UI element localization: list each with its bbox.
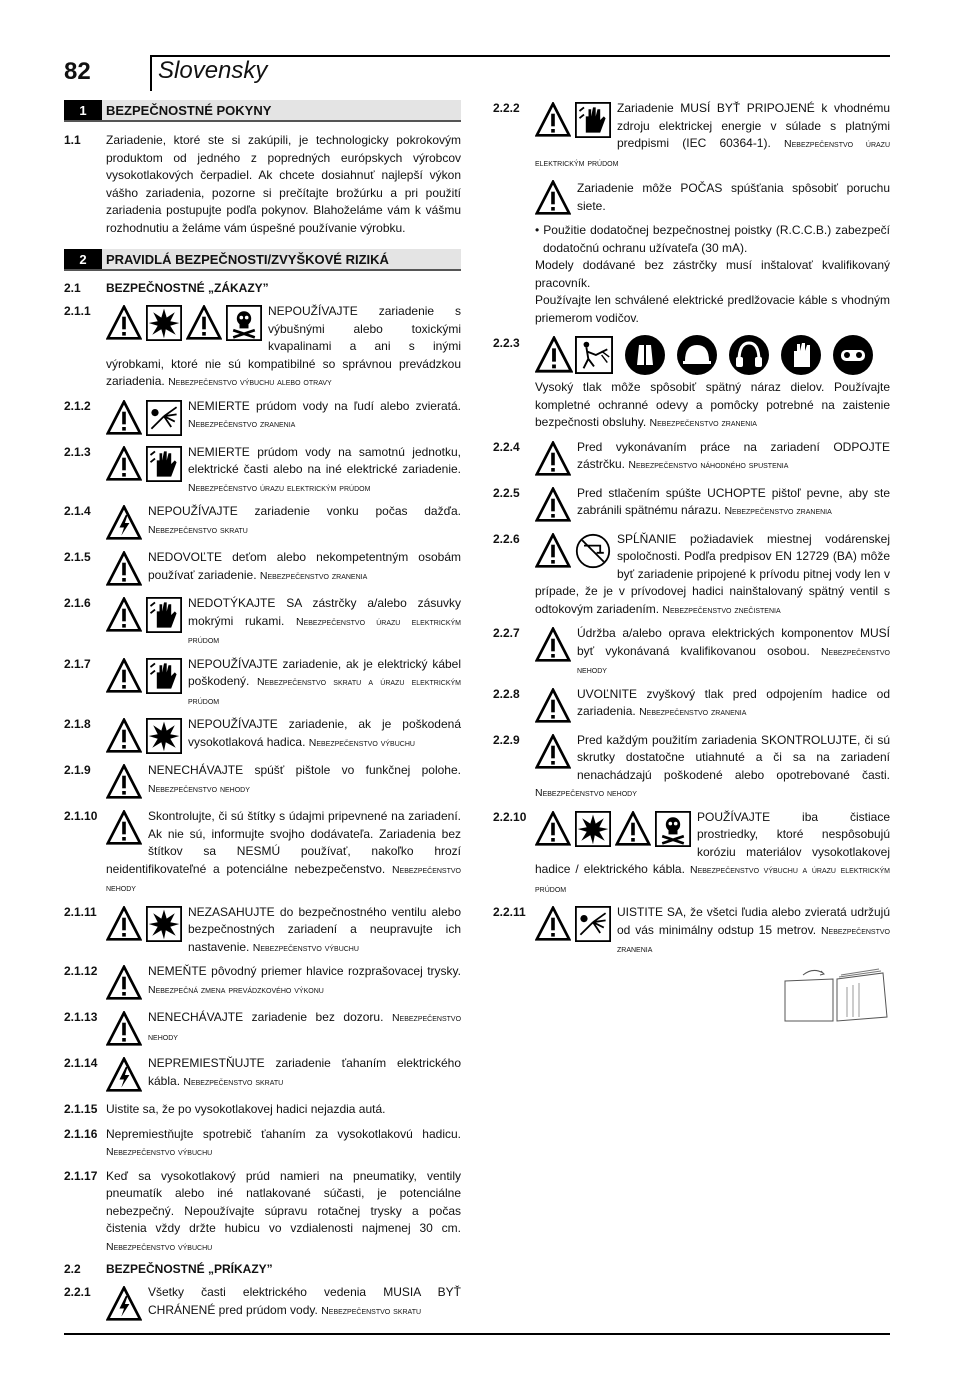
warning-icons [106, 810, 142, 846]
hazard-label: Nebezpečenstvo zranenia [649, 417, 757, 429]
section-number: 2 [64, 249, 102, 269]
warning-icon [186, 305, 222, 341]
protective-suit-icon [625, 335, 665, 375]
hazard-label: Nebezpečenstvo zranenia [617, 924, 890, 955]
open-book-icon [783, 967, 890, 1026]
warning-icons [106, 718, 182, 754]
item-text: Uistite sa, že po vysokotlakovej hadici nejazdia autá. [106, 1102, 386, 1116]
section-title: PRAVIDLÁ BEZPEČNOSTI/ZVYŠKOVÉ RIZIKÁ [102, 249, 461, 269]
toxic-icon [655, 811, 691, 847]
item-text: Vysoký tlak môže spôsobiť spätný náraz dielov. Používajte kompletné ochranné odevy a pomôcky potrebné na zaistenie bezpečnosti obsluhy. [535, 380, 890, 429]
wet-hand-icon [146, 446, 182, 482]
item-number: 1.1 [64, 133, 81, 147]
item-2-1-11 [64, 904, 461, 958]
item-text: Zariadenie, ktoré ste si zakúpili, je technologicky pokrokovým produktom od jedného z popredných európskych výrobcov vysokotlakových čerpadiel. Ak chcete dosiahnuť najlepší výkon vášho zariadenia, pozorne si prečítajte brožúrku a pri použití zariadenia postupujte podľa pokynov. Blahoželáme vám k vášmu rozhodnutiu a želáme vám úspešné používanie výrobku. [106, 133, 461, 235]
item-number: 2.1.9 [64, 763, 91, 777]
item-2-1-7 [64, 656, 461, 711]
hazard-label: Nebezpečenstvo výbuchu [106, 1146, 213, 1158]
item-2-2-8 [493, 686, 890, 726]
item-number: 2.1.7 [64, 656, 91, 671]
item-text: Pred stlačením spúšte UCHOPTE pištoľ pevne, aby ste zabránili spätnému nárazu. [577, 485, 890, 517]
warning-icon [106, 1011, 142, 1047]
explosion-icon [575, 811, 611, 847]
item-text: NEMIERTE prúdom vody na ľudí alebo zvieratá. [188, 398, 461, 413]
item-number: 2.2.9 [493, 732, 520, 747]
gloves-icon [781, 335, 821, 375]
warning-icon [535, 336, 573, 374]
warning-icons [106, 1011, 142, 1047]
ppe-icons [535, 335, 890, 375]
item-2-1-16 [64, 1126, 461, 1162]
warning-icon [535, 533, 571, 569]
item-2-1-13 [64, 1009, 461, 1049]
warning-icons [535, 441, 571, 477]
warning-icons [535, 627, 571, 663]
item-text: Údržba a/alebo oprava elektrických komponentov MUSÍ byť vykonávaná kvalifikovanou osobou. [577, 626, 890, 658]
item-2-2-3 [493, 335, 890, 433]
item-text: NEPOUŽÍVAJTE zariadenie s výbušnými alebo toxickými kvapalinami a ani s inými výrobkami, ktoré nie sú kompatibilné so správnou prevádzkou zariadenia. [106, 304, 461, 388]
water-tap-icon [575, 533, 611, 569]
warning-icon [106, 718, 142, 754]
warning-icon [106, 658, 142, 694]
hazard-label: Nebezpečenstvo zranenia [724, 505, 832, 517]
warning-icon [535, 180, 571, 216]
warning-icon [535, 906, 571, 942]
item-2-2-4 [493, 439, 890, 479]
item-number: 2.1.10 [64, 809, 98, 823]
paragraph-text: Používajte len schválené elektrické predlžovacie káble s vhodným priemerom vodičov. [535, 293, 890, 325]
right-item-list [493, 439, 890, 959]
item-text: POUŽÍVAJTE iba čistiace prostriedky, ktoré nespôsobujú koróziu materiálov vysokotlakovej hadice / elektrického kábla. [535, 809, 890, 876]
item-number: 2.1.15 [64, 1102, 98, 1116]
section-title: BEZPEČNOSTNÉ POKYNY [102, 100, 461, 120]
hazard-label: Nebezpečná zmena prevádzkového výkonu [148, 983, 324, 996]
item-text: NEDOTÝKAJTE SA zástrčky a/alebo zásuvky mokrými rukami. [188, 596, 461, 628]
item-text: NEPOUŽÍVAJTE zariadenie, ak je poškodená vysokotlaková hadica. [188, 717, 461, 749]
item-number: 2.1.1 [64, 304, 91, 318]
item-text: Všetky časti elektrického vedenia MUSIA BYŤ CHRÁNENÉ pred prúdom vody. [148, 1285, 461, 1317]
warning-icon [106, 906, 142, 942]
hazard-label: Nebezpečenstvo nehody [535, 787, 637, 799]
warning-icon [535, 487, 571, 523]
warning-icon [615, 811, 651, 847]
hazard-label: Nebezpečenstvo zranenia [188, 418, 296, 430]
item-number: 2.1.11 [64, 904, 97, 919]
item-number: 2.1.12 [64, 964, 98, 978]
warning-icons [535, 734, 571, 770]
item-2-1-15 [64, 1101, 461, 1120]
warning-icons [535, 688, 571, 724]
item-text: Keď sa vysokotlakový prúd namieri na pneumatiky, ventily pneumatík alebo iné natlakované súčasti, je potenciálne nebezpečný. Nepoužívajte súpravu rotačnej trysky a počas čistenia vždy držte hubicu vo vzdialenosti najmenej 30 cm. [106, 1168, 461, 1235]
item-number: 2.2.10 [493, 809, 527, 824]
item-2-2-5 [493, 485, 890, 525]
subsection-title: BEZPEČNOSTNÉ „ZÁKAZY” [106, 281, 269, 295]
item-2-1-12 [64, 963, 461, 1003]
item-number: 2.2.1 [64, 1285, 91, 1299]
item-2-2-2 [493, 100, 890, 172]
subsection-number: 2.1 [64, 281, 81, 295]
warning-icon [106, 400, 142, 436]
item-2-1-1 [64, 303, 461, 392]
warning-icons [535, 906, 611, 942]
item-text: NEMEŇTE pôvodný priemer hlavice rozprašovacej trysky. [148, 964, 461, 978]
warning-icon [535, 102, 571, 138]
item-2-1-8 [64, 716, 461, 756]
helmet-icon [677, 335, 717, 375]
spray-person-icon [575, 906, 611, 942]
warning-icons [535, 487, 571, 523]
item-2-2-6 [493, 531, 890, 620]
item-2-1-3 [64, 444, 461, 498]
wet-hand-icon [575, 102, 611, 138]
warning-icon [106, 446, 142, 482]
item-2-2-11 [493, 904, 890, 959]
item-number: 2.1.8 [64, 717, 91, 731]
hazard-label: Nebezpečenstvo skratu [183, 1075, 284, 1088]
item-2-1-5 [64, 549, 461, 589]
item-text: NEPREMIESTŇUJTE zariadenie ťahaním elektrického kábla. [148, 1056, 461, 1088]
item-number: 2.1.14 [64, 1056, 98, 1070]
item-number: 2.2.3 [493, 336, 520, 350]
warning-icons [106, 658, 182, 694]
warning-icon [106, 764, 142, 800]
item-2-2-9 [493, 732, 890, 803]
warning-icons [106, 446, 182, 482]
item-number: 2.1.5 [64, 550, 91, 564]
warning-icons [535, 102, 611, 138]
item-text: NENECHÁVAJTE spúšť pištole vo funkčnej polohe. [148, 763, 461, 777]
subsection-number: 2.2 [64, 1262, 81, 1276]
language-title: Slovensky [158, 57, 268, 84]
item-number: 2.1.17 [64, 1168, 98, 1183]
section-number: 1 [64, 100, 102, 120]
item-text: UVOĽNITE zvyškový tlak pred odpojením hadice od zariadenia. [577, 686, 890, 718]
electric-warning-icon [106, 1286, 142, 1322]
warning-icons [535, 533, 611, 569]
item-number: 2.2.5 [493, 485, 520, 500]
item-1-1 [64, 132, 461, 237]
hazard-label: Nebezpečenstvo nehody [148, 782, 250, 795]
warning-icons [535, 811, 691, 847]
hazard-label: Nebezpečenstvo nehody [148, 1012, 462, 1043]
item-text: NEMIERTE prúdom vody na samotnú jednotku, elektrické časti alebo na iné elektrické zariadenie. [188, 444, 461, 476]
hazard-label: Nebezpečenstvo náhodného spustenia [628, 459, 789, 471]
hazard-label: Nebezpečenstvo výbuchu alebo otravy [168, 376, 332, 388]
item-number: 2.2.4 [493, 439, 520, 454]
warning-icon [535, 734, 571, 770]
hazard-label: Nebezpečenstvo nehody [106, 863, 461, 894]
warning-icons [106, 305, 262, 341]
warning-icons [535, 180, 571, 216]
toxic-icon [226, 305, 262, 341]
header-divider [150, 55, 152, 91]
goggles-icon [833, 335, 873, 375]
warning-icons [106, 400, 182, 436]
left-column [64, 100, 461, 1328]
item-text: Zariadenie MUSÍ BYŤ PRIPOJENÉ k vhodnému zdroju elektrickej energie v súlade s platnými predpismi (IEC 60364-1). [617, 101, 890, 150]
page-number: 82 [64, 58, 91, 85]
warning-icon [106, 551, 142, 587]
item-number: 2.2.8 [493, 686, 520, 701]
warning-icons [106, 551, 142, 587]
explosion-icon [146, 305, 182, 341]
right-column [493, 100, 890, 1026]
left-item-list [64, 303, 461, 1256]
item-text: Skontrolujte, či sú štítky s údajmi pripevnené na zariadení. Ak nie sú, informujte svojho dodávateľa. Zariadenia bez štítkov sa NESMÚ používať, nakoľko hrozí neidentifikovateľné a potenciálne nebezpečenstvo. [106, 809, 461, 876]
hazard-label: Nebezpečenstvo nehody [577, 645, 890, 676]
item-text: Zariadenie môže POČAS spúšťania spôsobiť poruchu siete. [577, 181, 890, 213]
explosion-icon [146, 906, 182, 942]
warning-icons [106, 597, 182, 633]
item-2-2-7 [493, 625, 890, 680]
warning-icons [106, 764, 142, 800]
item-number: 2.1.16 [64, 1126, 98, 1141]
hazard-label: Nebezpečenstvo skratu [148, 523, 248, 536]
subsection-2-2 [64, 1262, 461, 1276]
item-number: 2.1.3 [64, 444, 91, 459]
warning-icon [535, 811, 571, 847]
warning-icons [106, 505, 142, 541]
item-2-1-6 [64, 595, 461, 650]
warning-icon [106, 305, 142, 341]
warning-icon [106, 810, 142, 846]
warning-icon [535, 627, 571, 663]
item-text: UISTITE SA, že všetci ľudia alebo zvieratá udržujú od vás minimálny odstup 15 metrov. [617, 905, 890, 937]
hazard-label: Nebezpečenstvo znečistenia [662, 603, 781, 616]
recoil-icon [575, 336, 613, 374]
hazard-label: Nebezpečenstvo zranenia [259, 569, 368, 582]
explosion-icon [146, 718, 182, 754]
item-number: 2.1.6 [64, 596, 91, 610]
wet-hand-icon [146, 597, 182, 633]
item-text: Pred každým použitím zariadenia SKONTROLUJTE, či sú skrutky dostatočne utiahnuté a či sa na zariadení nenachádzajú poškodené alebo opotrebované časti. [577, 732, 890, 782]
hazard-label: Nebezpečenstvo úrazu elektrickým prúdom [188, 481, 371, 494]
item-text: NEZASAHUJTE do bezpečnostného ventilu alebo bezpečnostných zariadení a neupravujte ich nastavenie. [188, 904, 461, 954]
item-2-1-9 [64, 762, 461, 802]
item-number: 2.1.13 [64, 1010, 98, 1024]
item-text: NEDOVOĽTE deťom alebo nekompetentným osobám používať zariadenie. [148, 550, 461, 582]
hazard-label: Nebezpečenstvo úrazu elektrickým prúdom [188, 615, 461, 646]
item-number: 2.1.2 [64, 398, 91, 413]
wet-hand-icon [146, 658, 182, 694]
item-2-1-4 [64, 503, 461, 543]
item-number: 2.2.7 [493, 626, 520, 640]
item-2-1-14 [64, 1055, 461, 1095]
item-number: 2.2.6 [493, 531, 520, 546]
hazard-label: Nebezpečenstvo skratu [321, 1304, 422, 1317]
item-number: 2.1.4 [64, 504, 91, 518]
warning-icon [535, 688, 571, 724]
warning-icon [106, 965, 142, 1001]
electric-warning-icon [106, 1057, 142, 1093]
warning-icons [106, 1286, 142, 1322]
item-2-1-10 [64, 808, 461, 898]
item-2-1-2 [64, 398, 461, 438]
subsection-2-1 [64, 281, 461, 295]
item-number: 2.2.2 [493, 101, 520, 115]
item-text: NEPOUŽÍVAJTE zariadenie vonku počas dažďa. [148, 504, 461, 518]
item-2-1-17 [64, 1168, 461, 1257]
paragraph-text: Modely dodávané bez zástrčky musí inštalovať kvalifikovaný pracovník. [535, 258, 890, 290]
section-2-header [64, 249, 461, 271]
hazard-label: Nebezpečenstvo skratu a úrazu elektrickým prúdom [188, 676, 461, 707]
bullet-text: • Použitie dodatočnej bezpečnostnej poistky (R.C.C.B.) zabezpečí dodatočnú ochranu užívateľa (30 mA). [535, 223, 890, 255]
item-text: NENECHÁVAJTE zariadenie bez dozoru. [148, 1010, 384, 1024]
item-2-2-10 [493, 809, 890, 899]
warning-icon [106, 597, 142, 633]
hazard-label: Nebezpečenstvo výbuchu [252, 941, 359, 954]
hazard-label: Nebezpečenstvo výbuchu a úrazu elektrickým prúdom [535, 864, 890, 895]
warning-icons [106, 906, 182, 942]
item-text: Pred vykonávaním práce na zariadení ODPOJTE zástrčku. [577, 439, 890, 471]
ear-protection-icon [729, 335, 769, 375]
item-text: Nepremiestňujte spotrebič ťahaním za vysokotlakovú hadicu. [106, 1126, 461, 1141]
warning-icons [106, 1057, 142, 1093]
warning-icon [535, 441, 571, 477]
hazard-label: Nebezpečenstvo výbuchu [308, 736, 415, 749]
hazard-label: Nebezpečenstvo výbuchu [106, 1240, 213, 1253]
item-2-2-1 [64, 1284, 461, 1322]
electric-warning-icon [106, 505, 142, 541]
warning-icons [106, 965, 142, 1001]
hazard-label: Nebezpečenstvo úrazu elektrickým prúdom [535, 138, 890, 169]
spray-person-icon [146, 400, 182, 436]
footer-rule [64, 1333, 890, 1335]
section-1-header [64, 100, 461, 122]
subsection-title: BEZPEČNOSTNÉ „PRÍKAZY” [106, 1262, 273, 1276]
item-number: 2.2.11 [493, 905, 526, 919]
hazard-label: Nebezpečenstvo zranenia [639, 706, 747, 718]
item-text: SPĹŇANIE požiadaviek miestnej vodárenskej spoločnosti. Podľa predpisov EN 12729 (BA) môže byť zariadenie pripojené k prívodu pitnej vody len v prípade, že je v prívodovej hadici nainštalovaný spätný ventil s odtokovým zariadením. [535, 531, 890, 616]
item-text: NEPOUŽÍVAJTE zariadenie, ak je elektrický kábel poškodený. [188, 656, 461, 688]
